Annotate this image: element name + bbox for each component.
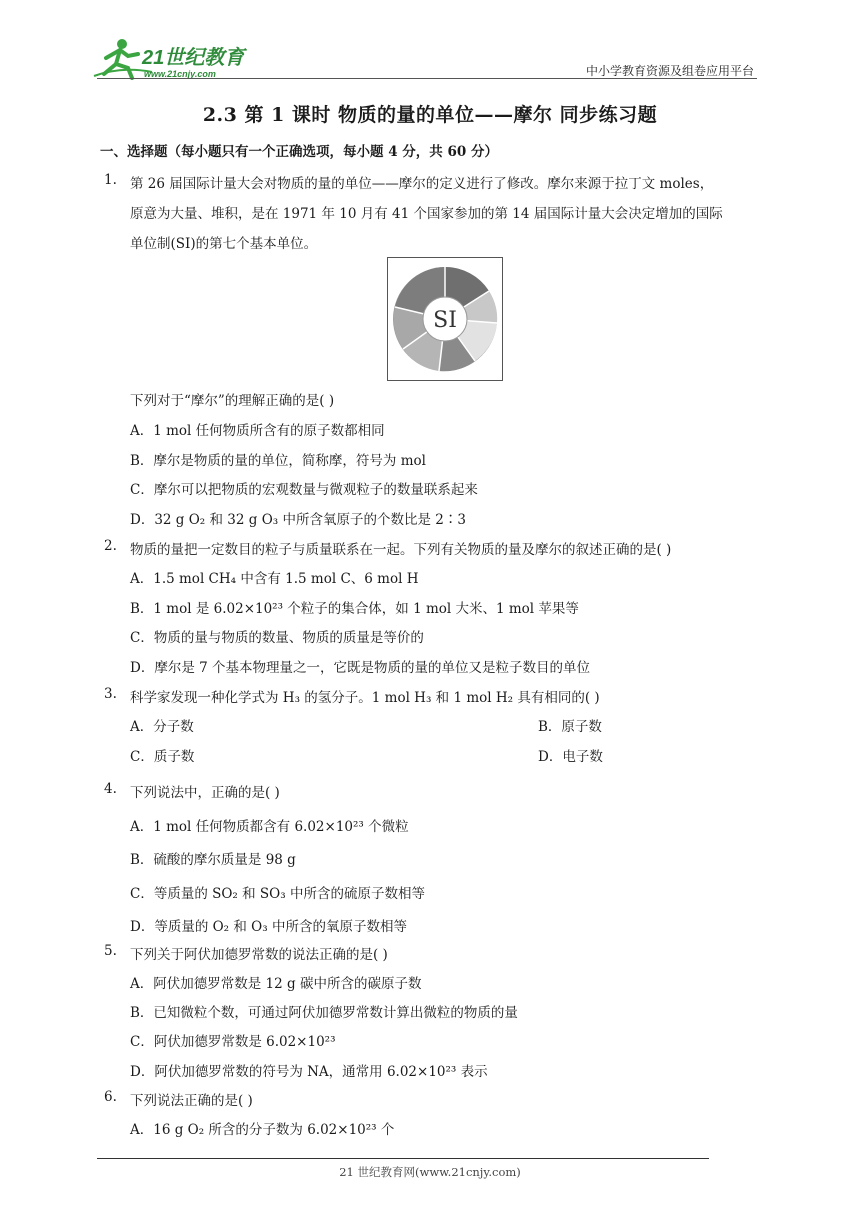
runner-logo-icon bbox=[92, 36, 262, 82]
answer-option: A．分子数 bbox=[130, 719, 194, 735]
section-heading: 一、选择题（每小题只有一个正确选项，每小题 4 分，共 60 分） bbox=[100, 144, 498, 160]
answer-option: A．阿伏加德罗常数是 12 g 碳中所含的碳原子数 bbox=[130, 976, 422, 992]
answer-option: B．摩尔是物质的量的单位，简称摩，符号为 mol bbox=[130, 453, 426, 469]
answer-option: D．摩尔是 7 个基本物理量之一，它既是物质的量的单位又是粒子数目的单位 bbox=[130, 660, 590, 676]
site-logo bbox=[92, 36, 262, 82]
question-number: 4. bbox=[104, 781, 117, 797]
page-title: 2.3 第 1 课时 物质的量的单位——摩尔 同步练习题 bbox=[202, 104, 658, 126]
answer-option: C．物质的量与物质的数量、物质的质量是等价的 bbox=[130, 630, 424, 646]
answer-option: A．1 mol 任何物质都含有 6.02×10²³ 个微粒 bbox=[130, 819, 409, 835]
question-number: 1. bbox=[104, 172, 117, 188]
answer-option: B．1 mol 是 6.02×10²³ 个粒子的集合体，如 1 mol 大米、1 mol 苹果等 bbox=[130, 601, 579, 617]
si-units-figure bbox=[387, 257, 503, 381]
footer-text: 21 世纪教育网(www.21cnjy.com) bbox=[339, 1165, 521, 1179]
question-stem: 下列说法中，正确的是( ) bbox=[130, 785, 280, 801]
question-stem: 下列说法正确的是( ) bbox=[130, 1093, 253, 1109]
answer-option: A．1.5 mol CH₄ 中含有 1.5 mol C、6 mol H bbox=[130, 571, 419, 587]
question-number: 2. bbox=[104, 538, 117, 554]
question-stem: 物质的量把一定数目的粒子与质量联系在一起。下列有关物质的量及摩尔的叙述正确的是( ) bbox=[130, 542, 672, 558]
answer-option: C．摩尔可以把物质的宏观数量与微观粒子的数量联系起来 bbox=[130, 482, 478, 498]
answer-option: C．等质量的 SO₂ 和 SO₃ 中所含的硫原子数相等 bbox=[130, 886, 425, 902]
header-platform-text: 中小学教育资源及组卷应用平台 bbox=[585, 64, 754, 78]
answer-option: D．等质量的 O₂ 和 O₃ 中所含的氧原子数相等 bbox=[130, 919, 407, 935]
answer-option: D．电子数 bbox=[538, 749, 603, 765]
footer-divider bbox=[97, 1158, 709, 1159]
answer-option: D．阿伏加德罗常数的符号为 NA，通常用 6.02×10²³ 表示 bbox=[130, 1064, 488, 1080]
answer-option: A．1 mol 任何物质所含有的原子数都相同 bbox=[130, 423, 385, 439]
question-number: 6. bbox=[104, 1089, 117, 1105]
answer-option: A．16 g O₂ 所含的分子数为 6.02×10²³ 个 bbox=[130, 1122, 395, 1138]
question-stem: 下列对于“摩尔”的理解正确的是( ) bbox=[130, 393, 335, 409]
question-number: 3. bbox=[104, 686, 117, 702]
answer-option: D．32 g O₂ 和 32 g O₃ 中所含氧原子的个数比是 2∶3 bbox=[130, 512, 466, 528]
question-text-line: 第 26 届国际计量大会对物质的量的单位——摩尔的定义进行了修改。摩尔来源于拉丁文 moles， bbox=[130, 176, 714, 192]
question-stem: 下列关于阿伏加德罗常数的说法正确的是( ) bbox=[130, 947, 388, 963]
question-stem: 科学家发现一种化学式为 H₃ 的氢分子。1 mol H₃ 和 1 mol H₂ 具有相同的( ) bbox=[130, 690, 600, 706]
answer-option: B．原子数 bbox=[538, 719, 602, 735]
si-label: SI bbox=[433, 308, 457, 333]
header-divider bbox=[97, 78, 757, 79]
question-text-line: 原意为大量、堆积，是在 1971 年 10 月有 41 个国家参加的第 14 届国际计量大会决定增加的国际 bbox=[130, 206, 723, 222]
logo-url: www.21cnjy.com bbox=[144, 69, 216, 79]
answer-option: C．质子数 bbox=[130, 749, 195, 765]
answer-option: C．阿伏加德罗常数是 6.02×10²³ bbox=[130, 1034, 336, 1050]
answer-option: B．已知微粒个数，可通过阿伏加德罗常数计算出微粒的物质的量 bbox=[130, 1005, 518, 1021]
question-number: 5. bbox=[104, 943, 117, 959]
logo-text: 21世纪教育 bbox=[142, 47, 245, 69]
answer-option: B．硫酸的摩尔质量是 98 g bbox=[130, 852, 296, 868]
question-text-line: 单位制(SI)的第七个基本单位。 bbox=[130, 236, 318, 252]
